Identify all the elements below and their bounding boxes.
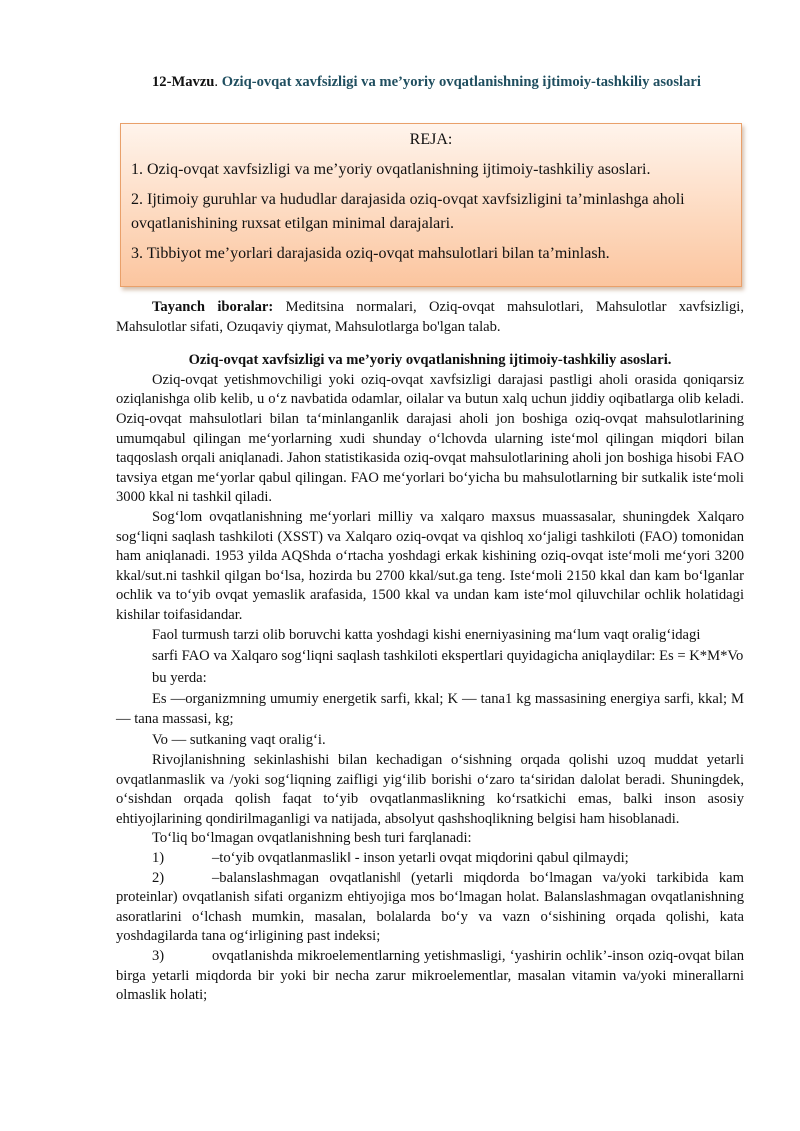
list-item [116,869,744,947]
topic-title [116,73,744,91]
plan-title: REJA: [409,131,453,148]
list-text: ovqatlanishda mikroelementlarning yetishmasligi, ‘yashirin ochlik’-inson oziq-ovqat bilan birga yetarli miqdorda bir yoki bir necha zarur mikroelementlar, masalan vitamin va/yoki minerallarni olmaslik holati; [116,948,744,1004]
list-number: 3) [152,948,165,964]
keywords-label: Tayanch iboralar: [152,299,274,315]
paragraph: Sog‘lom ovqatlanishning me‘yorlari milliy va xalqaro maxsus muassasalar, shuningdek Xalqaro sog‘liqni saqlash tashkiloti (XSST) va Xalqaro oziq-ovqat va qishloq xo‘jaligi tashkiloti (FAO) tomonidan ham aniqlanadi. 1953 yilda AQShda o‘rtacha yoshdagi erkak kishining oziq-ovqat iste‘moli me‘yori 3200 kkal/sut.ni tashkil qilgan bo‘lsa, hozirda bu 2700 kkal/sut.ga teng. Iste‘moli 2150 kkal dan kam bo‘lganlar ochlik va to‘yib ovqat yemaslik arafasida, 1500 kkal va undan kam iste‘mol qiluvchilar ochlik holatidagi kishilar toifasidandar. [116,508,744,623]
paragraph: Faol turmush tarzi olib boruvchi katta yoshdagi kishi enerniyasining ma‘lum vaqt oralig‘idagi [152,626,701,643]
topic-name: Oziq-ovqat xavfsizligi va me’yoriy ovqatlanishning ijtimoiy-tashkiliy asoslari [221,74,701,90]
list-number: 1) [152,850,165,867]
paragraph: Rivojlanishning sekinlashishi bilan kechadigan o‘sishning orqada qolishi uzoq muddat yetarli ovqatlanmaslik va /yoki sog‘liqning zaifligi yig‘ilib borishi o‘zaro ta‘siridan dalolat beradi. Shuningdek, o‘sishdan orqada qolish faqat to‘yib ovqatlanmaslikning ko‘rsatkichi emas, balki inson asosiy ehtiyojlarining qondirilmaganligi va natijada, absolyut qashshoqlikning belgisi ham hisoblanadi. [116,752,744,827]
list-item [116,947,744,1006]
topic-number: 12-Mavzu [152,74,215,90]
list-number: 2) [152,869,165,886]
paragraph: sarfi FAO va Xalqaro sog‘liqni saqlash tashkiloti ekspertlari quyidagicha aniqlaydilar: Es = K*M*Vo [152,648,744,665]
plan-box [120,123,742,287]
list-text: –balanslashmagan ovqatlanish‖ (yetarli miqdorda bo‘lmagan va/yoki tarkibida kam proteinlar) ovqatlanish sifati organizm ehtiyojiga mos bo‘lmagan holat. Balanslashmagan ovqatlanishning asoratlarini o‘lchash mumkin, masalan, bolalarda bo‘y va vazn o‘sishining orqada qolishi, kata yoshdagilarda tana og‘irligining past indeksi; [116,869,744,945]
keywords-text: Meditsina normalari, Oziq-ovqat mahsulotlari, Mahsulotlar xavfsizligi, Mahsulotlar sifati, Ozuqaviy qiymat, Mahsulotlarga bo'lgan talab. [116,299,745,335]
paragraph: Vo — sutkaning vaqt oralig‘i. [152,732,326,749]
topic-dot: . [214,74,222,90]
list-item [116,849,744,869]
section-title: Oziq-ovqat xavfsizligi va me’yoriy ovqatlanishning ijtimoiy-tashkiliy asoslari. [188,352,672,369]
plan-item-3: 3. Tibbiyot me’yorlari darajasida oziq-ovqat mahsulotlari bilan ta’minlash. [131,245,610,262]
paragraph: Oziq-ovqat yetishmovchiligi yoki oziq-ovqat xavfsizligi darajasi pastligi aholi orasida qoniqarsiz oziqlanishga olib kelib, u o‘z navbatida odamlar, oilalar va butun xalq uchun jiddiy oqibatlarga olib keladi. Oziq-ovqat mahsulotlari bilan ta‘minlanganlik darajasi aholi jon boshiga oziq-ovqat mahsulotlarining umumqabul qilingan me‘yorlarning xudi shunday o‘lchovda ularning iste‘mol qilingan miqdori bilan taqqoslash orqali aniqlanadi. Jahon statistikasida oziq-ovqat mahsulotlarining aholi jon boshiga hisobi FAO tavsiya etgan me‘yorlar qabul qilingan. FAO me‘yorlari bo‘yicha bu mahsulotlarning bir sutkalik iste‘moli 3000 kkal ni tashkil qiladi. [116,371,744,506]
keywords [116,298,744,337]
paragraph: Es —organizmning umumiy energetik sarfi, kkal; K — tana1 kg massasining energiya sarfi, kkal; M — tana massasi, kg; [116,691,744,727]
topic-header [116,73,744,91]
plan-item-2: 2. Ijtimoiy guruhlar va hududlar darajasida oziq-ovqat xavfsizligini ta’minlashga aholi ovqatlanishining ruxsat etilgan minimal darajalari. [131,191,685,232]
list-text: –to‘yib ovqatlanmaslik‖ - inson yetarli ovqat miqdorini qabul qilmaydi; [212,850,629,867]
paragraph: To‘liq bo‘lmagan ovqatlanishning besh turi farqlanadi: [152,830,472,847]
paragraph: bu yerda: [152,669,207,686]
plan-item-1: 1. Oziq-ovqat xavfsizligi va me’yoriy ovqatlanishning ijtimoiy-tashkiliy asoslari. [131,161,651,178]
document-body [116,298,744,1006]
